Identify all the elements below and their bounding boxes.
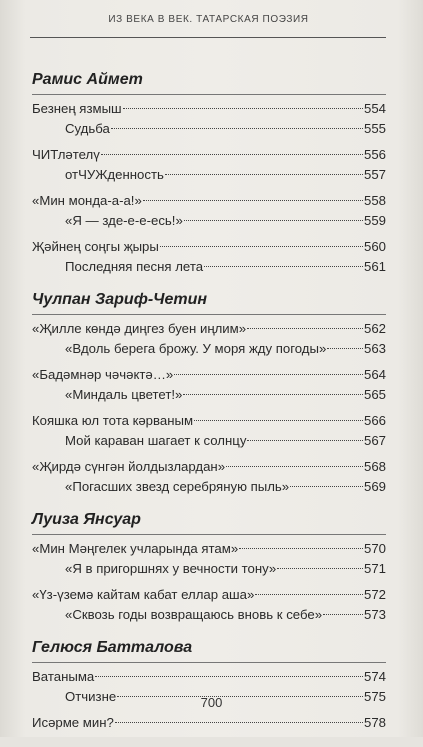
dot-leader <box>323 614 363 615</box>
author-rule <box>32 662 386 663</box>
dot-leader <box>290 486 363 487</box>
dot-leader <box>255 594 363 595</box>
dot-leader <box>247 440 363 441</box>
entry-title: «Җилле көндә диңгез буен иңлим» <box>32 321 247 336</box>
dot-leader <box>143 200 363 201</box>
toc-entry-translation <box>32 431 386 451</box>
entry-page-number: 556 <box>363 147 386 162</box>
dot-leader <box>204 266 363 267</box>
dot-leader <box>165 174 363 175</box>
entry-group <box>32 539 386 578</box>
entry-page-number: 569 <box>363 478 386 494</box>
toc-entry <box>32 667 386 687</box>
author-rule <box>32 94 386 95</box>
author-section <box>32 638 386 733</box>
toc-entry <box>32 319 386 339</box>
entry-title: «Җирдә сүнгән йолдызлардан» <box>32 459 226 474</box>
entry-group <box>32 145 386 184</box>
toc-entry <box>32 365 386 385</box>
author-section <box>32 290 386 496</box>
entry-page-number: 564 <box>363 367 386 382</box>
dot-leader <box>95 676 363 677</box>
toc-entry <box>32 191 386 211</box>
entry-title: «Сквозь годы возвращаюсь вновь к себе» <box>65 606 323 622</box>
entry-group <box>32 191 386 230</box>
dot-leader <box>115 722 363 723</box>
entry-title: «Вдоль берега брожу. У моря жду погоды» <box>65 340 327 356</box>
entry-page-number: 573 <box>363 606 386 622</box>
entry-group <box>32 713 386 733</box>
entry-title: «Я в пригоршнях у вечности тону» <box>65 560 277 576</box>
dot-leader <box>226 466 363 467</box>
dot-leader <box>183 394 363 395</box>
toc-entry <box>32 713 386 733</box>
dot-leader <box>239 548 363 549</box>
toc-entry-translation <box>32 165 386 185</box>
entry-group <box>32 585 386 624</box>
entry-title: отЧУЖденность <box>65 166 164 182</box>
dot-leader <box>194 420 363 421</box>
toc-entry-translation <box>32 385 386 405</box>
toc-entry-translation <box>32 605 386 625</box>
entry-title: «Мин монда-а-а!» <box>32 193 142 208</box>
entry-group <box>32 457 386 496</box>
toc-entry <box>32 145 386 165</box>
author-name: Чулпан Зариф-Четин <box>32 291 208 308</box>
toc-entry-translation <box>32 257 386 277</box>
dot-leader <box>160 246 363 247</box>
running-head: ИЗ ВЕКА В ВЕК. ТАТАРСКАЯ ПОЭЗИЯ <box>108 14 309 25</box>
toc-entry <box>32 457 386 477</box>
toc-entry <box>32 237 386 257</box>
author-name: Гелюся Батталова <box>32 639 193 656</box>
entry-title: Мой караван шагает к солнцу <box>65 432 247 448</box>
entry-title: ЧИТләтелү <box>32 147 100 162</box>
entry-page-number: 559 <box>363 212 386 228</box>
author-rule <box>32 314 386 315</box>
entry-title: «Мин Мәңгелек учларында ятам» <box>32 541 239 556</box>
entry-page-number: 578 <box>363 715 386 730</box>
entry-page-number: 571 <box>363 560 386 576</box>
dot-leader <box>111 128 363 129</box>
entry-title: Судьба <box>65 120 110 136</box>
entry-page-number: 565 <box>363 386 386 402</box>
dot-leader <box>247 328 363 329</box>
entry-group <box>32 319 386 358</box>
table-of-contents <box>32 70 386 747</box>
entry-group <box>32 237 386 276</box>
toc-entry-translation <box>32 211 386 231</box>
entry-page-number: 554 <box>363 101 386 116</box>
toc-entry <box>32 585 386 605</box>
header-rule <box>30 37 386 38</box>
entry-title: «Бадәмнәр чәчәктә…» <box>32 367 174 382</box>
entry-page-number: 562 <box>363 321 386 336</box>
entry-group <box>32 99 386 138</box>
author-rule <box>32 534 386 535</box>
entry-page-number: 570 <box>363 541 386 556</box>
entry-title: Җәйнең соңгы җыры <box>32 239 159 254</box>
dot-leader <box>174 374 363 375</box>
entry-title: «Я — зде-е-е-есь!» <box>65 212 183 228</box>
entry-title: Кояшка юл тота кәрваным <box>32 413 194 428</box>
toc-entry <box>32 411 386 431</box>
entry-title: Исәрме мин? <box>32 715 114 730</box>
entry-page-number: 555 <box>363 120 386 136</box>
author-section <box>32 510 386 624</box>
author-name: Рамис Аймет <box>32 71 143 88</box>
entry-title: Последняя песня лета <box>65 258 204 274</box>
entry-page-number: 563 <box>363 340 386 356</box>
entry-page-number: 567 <box>363 432 386 448</box>
toc-entry-translation <box>32 559 386 579</box>
entry-page-number: 561 <box>363 258 386 274</box>
dot-leader <box>327 348 363 349</box>
page-number: 700 <box>200 695 223 710</box>
entry-page-number: 572 <box>363 587 386 602</box>
entry-title: «Миндаль цветет!» <box>65 386 183 402</box>
entry-title: Отчизне <box>65 688 117 704</box>
entry-title: Ватаныма <box>32 669 95 684</box>
toc-entry <box>32 99 386 119</box>
entry-page-number: 558 <box>363 193 386 208</box>
entry-page-number: 575 <box>363 688 386 704</box>
entry-page-number: 574 <box>363 669 386 684</box>
entry-group <box>32 411 386 450</box>
entry-page-number: 568 <box>363 459 386 474</box>
toc-entry-translation <box>32 339 386 359</box>
dot-leader <box>184 220 363 221</box>
toc-entry-translation <box>32 119 386 139</box>
toc-entry-translation <box>32 477 386 497</box>
dot-leader <box>101 154 363 155</box>
entry-page-number: 560 <box>363 239 386 254</box>
entry-title: Безнең язмыш <box>32 101 122 116</box>
entry-page-number: 566 <box>363 413 386 428</box>
dot-leader <box>277 568 363 569</box>
author-section <box>32 70 386 276</box>
dot-leader <box>123 108 363 109</box>
entry-title: «Погасших звезд серебряную пыль» <box>65 478 290 494</box>
toc-entry <box>32 539 386 559</box>
entry-group <box>32 365 386 404</box>
author-name: Луиза Янсуар <box>32 511 141 528</box>
entry-page-number: 557 <box>363 166 386 182</box>
entry-title: «Үз-үземә кайтам кабат еллар аша» <box>32 587 255 602</box>
